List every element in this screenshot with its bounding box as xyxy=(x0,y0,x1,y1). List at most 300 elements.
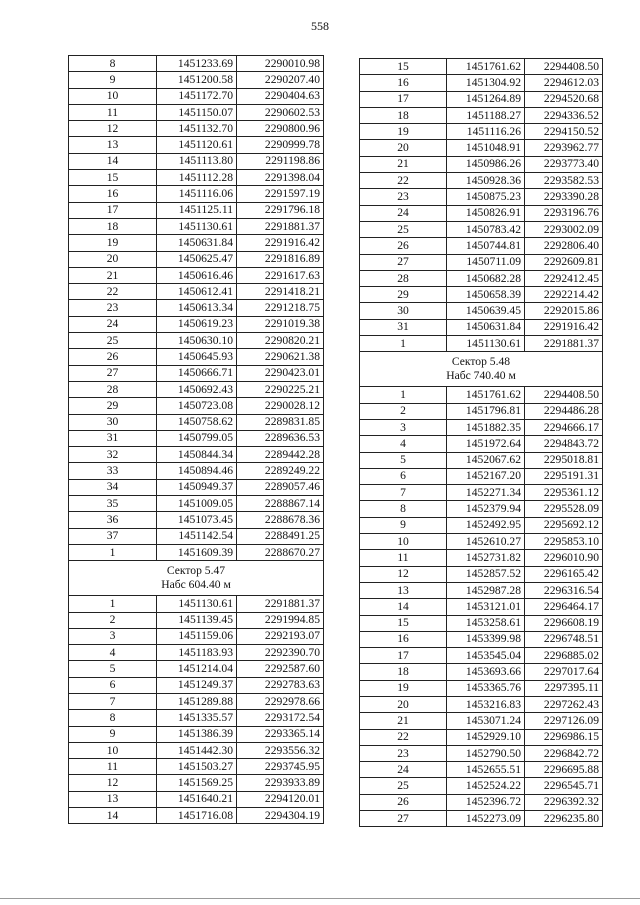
table-row xyxy=(69,496,324,512)
point-number-cell: 28 xyxy=(69,381,157,397)
x-coordinate-cell: 1451116.06 xyxy=(157,186,237,202)
y-coordinate-cell: 2293745.95 xyxy=(237,759,324,775)
y-coordinate-cell: 2294843.72 xyxy=(525,436,603,452)
y-coordinate-cell: 2290028.12 xyxy=(237,398,324,414)
point-number-cell: 28 xyxy=(360,270,447,286)
x-coordinate-cell: 1451188.27 xyxy=(447,107,525,123)
x-coordinate-cell: 1451640.21 xyxy=(157,791,237,807)
x-coordinate-cell: 1452790.50 xyxy=(447,745,525,761)
y-coordinate-cell: 2290423.01 xyxy=(237,365,324,381)
table-row xyxy=(360,238,603,254)
y-coordinate-cell: 2297017.64 xyxy=(525,664,603,680)
x-coordinate-cell: 1452379.94 xyxy=(447,501,525,517)
y-coordinate-cell: 2292015.86 xyxy=(525,303,603,319)
x-coordinate-cell: 1452731.82 xyxy=(447,550,525,566)
x-coordinate-cell: 1451142.54 xyxy=(157,528,237,544)
point-number-cell: 20 xyxy=(360,140,447,156)
table-body-left xyxy=(69,56,324,824)
x-coordinate-cell: 1450682.28 xyxy=(447,270,525,286)
x-coordinate-cell: 1452524.22 xyxy=(447,778,525,794)
point-number-cell: 27 xyxy=(360,254,447,270)
table-row xyxy=(360,319,603,335)
x-coordinate-cell: 1452929.10 xyxy=(447,729,525,745)
table-row xyxy=(69,612,324,628)
table-row xyxy=(69,808,324,824)
point-number-cell: 13 xyxy=(69,791,157,807)
point-number-cell: 27 xyxy=(69,365,157,381)
page-number: 558 xyxy=(311,19,329,33)
y-coordinate-cell: 2294120.01 xyxy=(237,791,324,807)
y-coordinate-cell: 2291398.04 xyxy=(237,170,324,186)
table-row xyxy=(360,221,603,237)
y-coordinate-cell: 2296885.02 xyxy=(525,648,603,664)
y-coordinate-cell: 2296392.32 xyxy=(525,794,603,810)
table-row xyxy=(69,677,324,693)
table-row xyxy=(69,56,324,72)
point-number-cell: 34 xyxy=(69,479,157,495)
y-coordinate-cell: 2288491.25 xyxy=(237,528,324,544)
coordinates-table-left xyxy=(68,55,324,824)
x-coordinate-cell: 1450658.39 xyxy=(447,287,525,303)
x-coordinate-cell: 1452167.20 xyxy=(447,468,525,484)
point-number-cell: 29 xyxy=(69,398,157,414)
x-coordinate-cell: 1451335.57 xyxy=(157,710,237,726)
section-header-row xyxy=(360,352,603,387)
point-number-cell: 13 xyxy=(360,582,447,598)
point-number-cell: 25 xyxy=(360,221,447,237)
table-row xyxy=(360,387,603,403)
y-coordinate-cell: 2292390.70 xyxy=(237,645,324,661)
point-number-cell: 30 xyxy=(360,303,447,319)
table-row xyxy=(360,729,603,745)
point-number-cell: 9 xyxy=(69,726,157,742)
table-row xyxy=(69,775,324,791)
point-number-cell: 12 xyxy=(69,121,157,137)
section-length: Набс 604.40 м xyxy=(161,578,231,592)
point-number-cell: 15 xyxy=(69,170,157,186)
x-coordinate-cell: 1451214.04 xyxy=(157,661,237,677)
y-coordinate-cell: 2293002.09 xyxy=(525,221,603,237)
point-number-cell: 18 xyxy=(69,218,157,234)
x-coordinate-cell: 1450928.36 xyxy=(447,173,525,189)
table-row xyxy=(360,485,603,501)
table-row xyxy=(69,645,324,661)
y-coordinate-cell: 2296748.51 xyxy=(525,631,603,647)
point-number-cell: 8 xyxy=(69,56,157,72)
y-coordinate-cell: 2291218.75 xyxy=(237,300,324,316)
y-coordinate-cell: 2293365.14 xyxy=(237,726,324,742)
x-coordinate-cell: 1450619.23 xyxy=(157,316,237,332)
y-coordinate-cell: 2288670.27 xyxy=(237,544,324,560)
x-coordinate-cell: 1451130.61 xyxy=(157,596,237,612)
point-number-cell: 18 xyxy=(360,107,447,123)
x-coordinate-cell: 1450639.45 xyxy=(447,303,525,319)
x-coordinate-cell: 1453258.61 xyxy=(447,615,525,631)
x-coordinate-cell: 1451120.61 xyxy=(157,137,237,153)
y-coordinate-cell: 2292783.63 xyxy=(237,677,324,693)
y-coordinate-cell: 2295018.81 xyxy=(525,452,603,468)
x-coordinate-cell: 1450758.62 xyxy=(157,414,237,430)
y-coordinate-cell: 2288678.36 xyxy=(237,512,324,528)
point-number-cell: 10 xyxy=(360,534,447,550)
x-coordinate-cell: 1450692.43 xyxy=(157,381,237,397)
table-row xyxy=(69,447,324,463)
x-coordinate-cell: 1452492.95 xyxy=(447,517,525,533)
y-coordinate-cell: 2293933.89 xyxy=(237,775,324,791)
table-row xyxy=(360,696,603,712)
y-coordinate-cell: 2295853.10 xyxy=(525,534,603,550)
point-number-cell: 16 xyxy=(69,186,157,202)
table-row xyxy=(360,468,603,484)
point-number-cell: 1 xyxy=(69,596,157,612)
point-number-cell: 8 xyxy=(360,501,447,517)
table-row xyxy=(360,107,603,123)
section-title: Сектор 5.47 xyxy=(166,564,226,578)
x-coordinate-cell: 1451130.61 xyxy=(447,336,525,352)
point-number-cell: 22 xyxy=(360,173,447,189)
point-number-cell: 33 xyxy=(69,463,157,479)
table-row xyxy=(360,205,603,221)
section-header-row xyxy=(69,561,324,596)
x-coordinate-cell: 1451139.45 xyxy=(157,612,237,628)
table-row xyxy=(360,631,603,647)
y-coordinate-cell: 2293582.53 xyxy=(525,173,603,189)
table-row xyxy=(69,365,324,381)
x-coordinate-cell: 1451233.69 xyxy=(157,56,237,72)
y-coordinate-cell: 2293556.32 xyxy=(237,742,324,758)
point-number-cell: 10 xyxy=(69,88,157,104)
x-coordinate-cell: 1451882.35 xyxy=(447,419,525,435)
point-number-cell: 19 xyxy=(360,124,447,140)
point-number-cell: 1 xyxy=(69,544,157,560)
y-coordinate-cell: 2291881.37 xyxy=(237,596,324,612)
table-row xyxy=(69,333,324,349)
x-coordinate-cell: 1451442.30 xyxy=(157,742,237,758)
section-header xyxy=(69,561,324,596)
y-coordinate-cell: 2291198.86 xyxy=(237,153,324,169)
table-row xyxy=(360,287,603,303)
point-number-cell: 6 xyxy=(360,468,447,484)
x-coordinate-cell: 1451113.80 xyxy=(157,153,237,169)
point-number-cell: 13 xyxy=(69,137,157,153)
table-row xyxy=(69,414,324,430)
x-coordinate-cell: 1453399.98 xyxy=(447,631,525,647)
y-coordinate-cell: 2289057.46 xyxy=(237,479,324,495)
table-row xyxy=(69,349,324,365)
y-coordinate-cell: 2292214.42 xyxy=(525,287,603,303)
y-coordinate-cell: 2291597.19 xyxy=(237,186,324,202)
y-coordinate-cell: 2296235.80 xyxy=(525,811,603,827)
table-row xyxy=(360,419,603,435)
table-row xyxy=(360,403,603,419)
x-coordinate-cell: 1451972.64 xyxy=(447,436,525,452)
table-row xyxy=(360,59,603,75)
y-coordinate-cell: 2297262.43 xyxy=(525,696,603,712)
y-coordinate-cell: 2294408.50 xyxy=(525,59,603,75)
point-number-cell: 18 xyxy=(360,664,447,680)
point-number-cell: 8 xyxy=(69,710,157,726)
y-coordinate-cell: 2296842.72 xyxy=(525,745,603,761)
x-coordinate-cell: 1450986.26 xyxy=(447,156,525,172)
y-coordinate-cell: 2291881.37 xyxy=(525,336,603,352)
x-coordinate-cell: 1453121.01 xyxy=(447,599,525,615)
point-number-cell: 19 xyxy=(69,235,157,251)
table-row xyxy=(69,267,324,283)
point-number-cell: 22 xyxy=(360,729,447,745)
y-coordinate-cell: 2294666.17 xyxy=(525,419,603,435)
table-row xyxy=(360,566,603,582)
table-row xyxy=(360,254,603,270)
y-coordinate-cell: 2293962.77 xyxy=(525,140,603,156)
point-number-cell: 31 xyxy=(360,319,447,335)
y-coordinate-cell: 2289249.22 xyxy=(237,463,324,479)
table-row xyxy=(69,512,324,528)
point-number-cell: 37 xyxy=(69,528,157,544)
point-number-cell: 23 xyxy=(360,745,447,761)
point-number-cell: 5 xyxy=(69,661,157,677)
x-coordinate-cell: 1451503.27 xyxy=(157,759,237,775)
x-coordinate-cell: 1452396.72 xyxy=(447,794,525,810)
x-coordinate-cell: 1450894.46 xyxy=(157,463,237,479)
table-row xyxy=(69,742,324,758)
y-coordinate-cell: 2295528.09 xyxy=(525,501,603,517)
point-number-cell: 36 xyxy=(69,512,157,528)
point-number-cell: 31 xyxy=(69,430,157,446)
point-number-cell: 24 xyxy=(69,316,157,332)
y-coordinate-cell: 2290621.38 xyxy=(237,349,324,365)
table-row xyxy=(69,137,324,153)
x-coordinate-cell: 1451125.11 xyxy=(157,202,237,218)
y-coordinate-cell: 2291816.89 xyxy=(237,251,324,267)
x-coordinate-cell: 1451304.92 xyxy=(447,75,525,91)
y-coordinate-cell: 2293773.40 xyxy=(525,156,603,172)
y-coordinate-cell: 2297126.09 xyxy=(525,713,603,729)
x-coordinate-cell: 1450625.47 xyxy=(157,251,237,267)
y-coordinate-cell: 2290010.98 xyxy=(237,56,324,72)
x-coordinate-cell: 1451264.89 xyxy=(447,91,525,107)
x-coordinate-cell: 1451386.39 xyxy=(157,726,237,742)
table-row xyxy=(69,661,324,677)
y-coordinate-cell: 2294520.68 xyxy=(525,91,603,107)
point-number-cell: 26 xyxy=(360,238,447,254)
y-coordinate-cell: 2293172.54 xyxy=(237,710,324,726)
table-row xyxy=(360,664,603,680)
x-coordinate-cell: 1451761.62 xyxy=(447,59,525,75)
y-coordinate-cell: 2291019.38 xyxy=(237,316,324,332)
table-row xyxy=(69,693,324,709)
point-number-cell: 35 xyxy=(69,496,157,512)
table-row xyxy=(360,336,603,352)
y-coordinate-cell: 2290602.53 xyxy=(237,104,324,120)
point-number-cell: 26 xyxy=(69,349,157,365)
y-coordinate-cell: 2296545.71 xyxy=(525,778,603,794)
table-row xyxy=(69,544,324,560)
table-row xyxy=(360,140,603,156)
x-coordinate-cell: 1451200.58 xyxy=(157,72,237,88)
table-row xyxy=(360,811,603,827)
y-coordinate-cell: 2294336.52 xyxy=(525,107,603,123)
y-coordinate-cell: 2294304.19 xyxy=(237,808,324,824)
x-coordinate-cell: 1450645.93 xyxy=(157,349,237,365)
table-row xyxy=(69,381,324,397)
y-coordinate-cell: 2293196.76 xyxy=(525,205,603,221)
table-row xyxy=(69,121,324,137)
y-coordinate-cell: 2294150.52 xyxy=(525,124,603,140)
table-row xyxy=(360,680,603,696)
table-row xyxy=(360,615,603,631)
y-coordinate-cell: 2291881.37 xyxy=(237,218,324,234)
x-coordinate-cell: 1450666.71 xyxy=(157,365,237,381)
y-coordinate-cell: 2297395.11 xyxy=(525,680,603,696)
point-number-cell: 5 xyxy=(360,452,447,468)
table-row xyxy=(69,72,324,88)
x-coordinate-cell: 1451073.45 xyxy=(157,512,237,528)
table-row xyxy=(360,303,603,319)
x-coordinate-cell: 1450783.42 xyxy=(447,221,525,237)
y-coordinate-cell: 2296010.90 xyxy=(525,550,603,566)
section-title: Сектор 5.48 xyxy=(451,355,511,369)
point-number-cell: 16 xyxy=(360,631,447,647)
point-number-cell: 12 xyxy=(360,566,447,582)
table-row xyxy=(360,501,603,517)
y-coordinate-cell: 2294612.03 xyxy=(525,75,603,91)
y-coordinate-cell: 2290820.21 xyxy=(237,333,324,349)
x-coordinate-cell: 1450844.34 xyxy=(157,447,237,463)
table-row xyxy=(360,534,603,550)
table-row xyxy=(360,75,603,91)
y-coordinate-cell: 2296608.19 xyxy=(525,615,603,631)
table-row xyxy=(360,91,603,107)
y-coordinate-cell: 2291916.42 xyxy=(237,235,324,251)
point-number-cell: 10 xyxy=(69,742,157,758)
table-row xyxy=(69,251,324,267)
x-coordinate-cell: 1451761.62 xyxy=(447,387,525,403)
y-coordinate-cell: 2290225.21 xyxy=(237,381,324,397)
x-coordinate-cell: 1451716.08 xyxy=(157,808,237,824)
table-row xyxy=(360,713,603,729)
point-number-cell: 15 xyxy=(360,615,447,631)
x-coordinate-cell: 1452857.52 xyxy=(447,566,525,582)
point-number-cell: 20 xyxy=(360,696,447,712)
table-row xyxy=(360,436,603,452)
x-coordinate-cell: 1451569.25 xyxy=(157,775,237,791)
table-row xyxy=(69,528,324,544)
y-coordinate-cell: 2291418.21 xyxy=(237,284,324,300)
x-coordinate-cell: 1450875.23 xyxy=(447,189,525,205)
point-number-cell: 21 xyxy=(69,267,157,283)
point-number-cell: 26 xyxy=(360,794,447,810)
table-row xyxy=(69,596,324,612)
y-coordinate-cell: 2296695.88 xyxy=(525,762,603,778)
scan-edge-line xyxy=(0,898,640,899)
x-coordinate-cell: 1451150.07 xyxy=(157,104,237,120)
table-row xyxy=(69,300,324,316)
y-coordinate-cell: 2293390.28 xyxy=(525,189,603,205)
point-number-cell: 22 xyxy=(69,284,157,300)
table-row xyxy=(360,582,603,598)
point-number-cell: 25 xyxy=(360,778,447,794)
table-row xyxy=(69,186,324,202)
y-coordinate-cell: 2292609.81 xyxy=(525,254,603,270)
point-number-cell: 23 xyxy=(69,300,157,316)
x-coordinate-cell: 1450630.10 xyxy=(157,333,237,349)
y-coordinate-cell: 2289442.28 xyxy=(237,447,324,463)
point-number-cell: 14 xyxy=(69,153,157,169)
point-number-cell: 11 xyxy=(360,550,447,566)
table-row xyxy=(69,202,324,218)
x-coordinate-cell: 1451796.81 xyxy=(447,403,525,419)
x-coordinate-cell: 1450613.34 xyxy=(157,300,237,316)
point-number-cell: 21 xyxy=(360,156,447,172)
x-coordinate-cell: 1451159.06 xyxy=(157,628,237,644)
y-coordinate-cell: 2290404.63 xyxy=(237,88,324,104)
point-number-cell: 15 xyxy=(360,59,447,75)
y-coordinate-cell: 2295361.12 xyxy=(525,485,603,501)
point-number-cell: 17 xyxy=(360,648,447,664)
point-number-cell: 3 xyxy=(69,628,157,644)
table-row xyxy=(360,794,603,810)
point-number-cell: 12 xyxy=(69,775,157,791)
point-number-cell: 24 xyxy=(360,205,447,221)
x-coordinate-cell: 1450744.81 xyxy=(447,238,525,254)
x-coordinate-cell: 1450631.84 xyxy=(447,319,525,335)
table-row xyxy=(69,463,324,479)
section-header xyxy=(360,352,603,387)
point-number-cell: 7 xyxy=(360,485,447,501)
y-coordinate-cell: 2296165.42 xyxy=(525,566,603,582)
table-row xyxy=(69,104,324,120)
table-row xyxy=(69,153,324,169)
x-coordinate-cell: 1450711.09 xyxy=(447,254,525,270)
point-number-cell: 6 xyxy=(69,677,157,693)
y-coordinate-cell: 2292978.66 xyxy=(237,693,324,709)
table-row xyxy=(69,284,324,300)
point-number-cell: 4 xyxy=(69,645,157,661)
point-number-cell: 17 xyxy=(360,91,447,107)
x-coordinate-cell: 1451249.37 xyxy=(157,677,237,693)
table-row xyxy=(360,762,603,778)
point-number-cell: 27 xyxy=(360,811,447,827)
y-coordinate-cell: 2295191.31 xyxy=(525,468,603,484)
point-number-cell: 11 xyxy=(69,104,157,120)
y-coordinate-cell: 2290800.96 xyxy=(237,121,324,137)
point-number-cell: 7 xyxy=(69,693,157,709)
x-coordinate-cell: 1452610.27 xyxy=(447,534,525,550)
y-coordinate-cell: 2291994.85 xyxy=(237,612,324,628)
x-coordinate-cell: 1451183.93 xyxy=(157,645,237,661)
point-number-cell: 32 xyxy=(69,447,157,463)
table-row xyxy=(360,156,603,172)
table-row xyxy=(360,599,603,615)
point-number-cell: 14 xyxy=(360,599,447,615)
y-coordinate-cell: 2294486.28 xyxy=(525,403,603,419)
y-coordinate-cell: 2291796.18 xyxy=(237,202,324,218)
x-coordinate-cell: 1451009.05 xyxy=(157,496,237,512)
table-row xyxy=(69,628,324,644)
point-number-cell: 30 xyxy=(69,414,157,430)
point-number-cell: 24 xyxy=(360,762,447,778)
table-row xyxy=(360,778,603,794)
point-number-cell: 9 xyxy=(69,72,157,88)
x-coordinate-cell: 1452273.09 xyxy=(447,811,525,827)
table-row xyxy=(69,759,324,775)
y-coordinate-cell: 2296316.54 xyxy=(525,582,603,598)
x-coordinate-cell: 1451048.91 xyxy=(447,140,525,156)
y-coordinate-cell: 2289636.53 xyxy=(237,430,324,446)
x-coordinate-cell: 1452987.28 xyxy=(447,582,525,598)
y-coordinate-cell: 2294408.50 xyxy=(525,387,603,403)
table-row xyxy=(360,550,603,566)
